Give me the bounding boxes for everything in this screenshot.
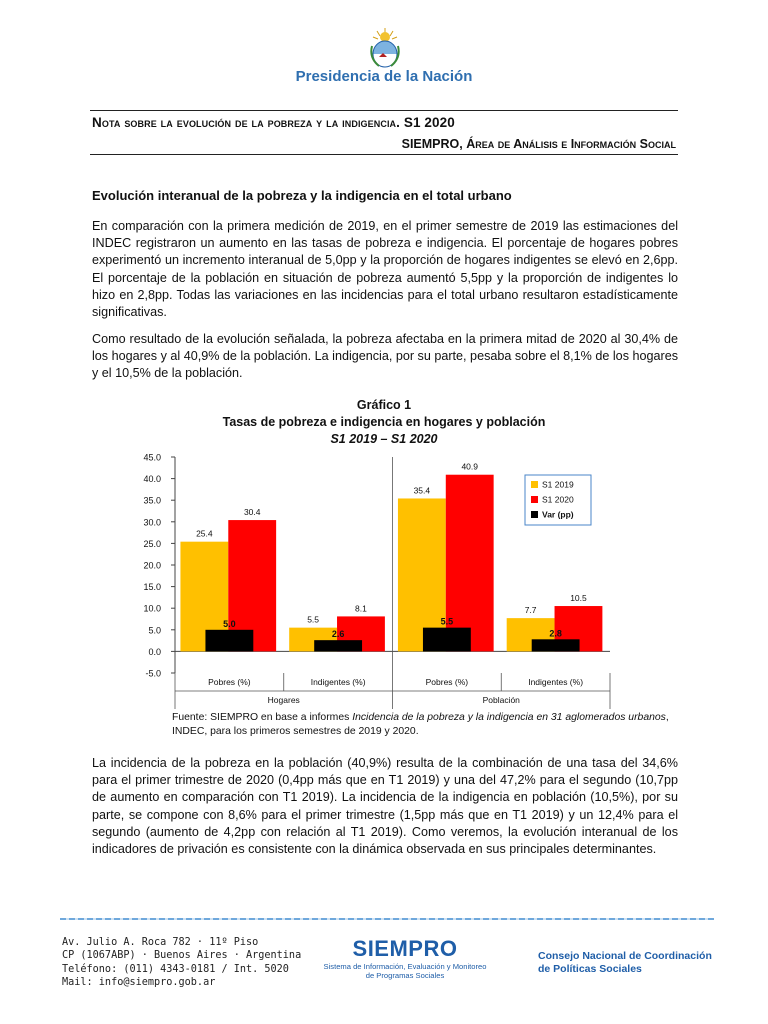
note-title: Nota sobre la evolución de la pobreza y la indigencia. S1 2020: [92, 115, 455, 130]
chart-period: S1 2019 – S1 2020: [330, 432, 438, 446]
y-tick-label: 15.0: [143, 582, 161, 593]
label-var-pp: 5.5: [440, 616, 454, 627]
y-tick-label: 0.0: [148, 646, 161, 657]
council-logo-text: [538, 950, 712, 976]
group-label: Hogares: [267, 695, 300, 705]
footer-divider: [60, 918, 714, 920]
chart-source: [172, 711, 682, 738]
group-label: Población: [482, 695, 520, 705]
source-suffix: , INDEC, para los primeros semestres de 2019 y 2020.: [172, 712, 669, 737]
source-report-title: Incidencia de la pobreza y la indigencia en 31 aglomerados urbanos: [352, 712, 666, 723]
council-line-1: Consejo Nacional de Coordinación: [538, 950, 712, 962]
bar-var-pp: [532, 639, 580, 651]
y-tick-label: 45.0: [143, 452, 161, 463]
label-s1-2020: 40.9: [461, 461, 478, 472]
label-s1-2019: 7.7: [524, 605, 537, 616]
label-var-pp: 2.6: [331, 629, 345, 640]
siempro-logo: [300, 936, 510, 980]
paragraph-2: Como resultado de la evolución señalada, la pobreza afectaba en la primera mitad de 2020 al 30,4% de los hogares y al 40,9% de la población. La indigencia, por su parte, pesaba sobre el 8,1% de los hogares y el 10,5% de la población.: [92, 332, 678, 381]
legend-swatch: [531, 496, 538, 503]
chart-label: Gráfico 1: [356, 398, 412, 412]
title-bottom-rule: [90, 154, 678, 155]
bar-var-pp: [205, 630, 253, 652]
legend-swatch: [531, 481, 538, 488]
y-tick-label: 5.0: [148, 625, 161, 636]
bar-chart: [130, 447, 614, 711]
label-s1-2020: 30.4: [243, 507, 261, 518]
y-tick-label: 35.0: [143, 495, 161, 506]
legend-swatch: [531, 511, 538, 518]
label-var-pp: 2.8: [549, 628, 562, 639]
y-tick-label: 30.0: [143, 517, 161, 528]
label-s1-2019: 35.4: [413, 485, 431, 496]
label-s1-2019: 5.5: [307, 614, 320, 625]
source-prefix: Fuente: SIEMPRO en base a informes: [172, 712, 353, 723]
siempro-wordmark: SIEMPRO: [352, 936, 458, 961]
y-tick-label: 40.0: [143, 474, 161, 485]
chart-title: Tasas de pobreza e indigencia en hogares y población: [222, 415, 546, 429]
y-tick-label: 20.0: [143, 560, 161, 571]
legend-label: S1 2019: [542, 479, 574, 490]
legend-label: S1 2020: [542, 494, 574, 505]
paragraph-1: En comparación con la primera medición de 2019, en el primer semestre de 2019 las estimaciones del INDEC registraron un aumento en las tasas de pobreza e indigencia. El porcentaje de hogares pobres experimentó un incremento interanual de 5,0pp y la proporción de hogares indigentes se elevó en 2,6pp. El porcentaje de la población en situación de pobreza aumentó 5,5pp y la proporción de indigentes lo hizo en 2,8pp. Todas las variaciones en las incidencias para el total urbano resultaron estadísticamente significativas.: [92, 219, 678, 320]
phone-line: Teléfono: (011) 4343-0181 / Int. 5020: [62, 963, 289, 975]
organization-name: Presidencia de la Nación: [295, 68, 473, 85]
y-tick-label: -5.0: [145, 668, 161, 679]
category-label: Indigentes (%): [310, 677, 366, 687]
bar-var-pp: [314, 640, 362, 651]
label-s1-2020: 8.1: [355, 603, 367, 614]
legend-label: Var (pp): [542, 509, 574, 520]
label-var-pp: 5.0: [223, 618, 236, 629]
note-subtitle: SIEMPRO, Área de Análisis e Información Social: [401, 137, 676, 151]
footer-address: [62, 936, 301, 990]
argentina-coat-of-arms-icon: [368, 26, 402, 70]
paragraph-3: La incidencia de la pobreza en la población (40,9%) resulta de la combinación de una tasa del 34,6% para el primer trimestre de 2020 (0,4pp más que en T1 2019) y una del 47,2% para el segundo (10,7pp de aumento en comparación con T1 2019). La incidencia de la indigencia en población (10,5%), por su parte, se compone con 8,6% para el primer trimestre (1,5pp más que en T1 2019) y un 12,4% para el segundo (aumento de 4,2pp con relación al T1 2019). Como veremos, la evolución interanual de los indicadores de privación es consistente con la dinámica observada en sus principales determinantes.: [92, 756, 678, 857]
category-label: Pobres (%): [425, 677, 469, 687]
label-s1-2019: 25.4: [196, 528, 213, 539]
address-line: CP (1067ABP) · Buenos Aires · Argentina: [62, 950, 302, 962]
y-tick-label: 10.0: [143, 603, 161, 614]
category-label: Pobres (%): [208, 677, 251, 687]
address-line: Av. Julio A. Roca 782 · 11º Piso: [62, 937, 259, 948]
label-s1-2020: 10.5: [570, 593, 587, 604]
bar-var-pp: [423, 628, 471, 652]
section-title: Evolución interanual de la pobreza y la indigencia en el total urbano: [92, 188, 512, 203]
siempro-description-2: de Programas Sociales: [365, 971, 445, 980]
category-label: Indigentes (%): [528, 677, 584, 687]
email-line: Mail: info@siempro.gob.ar: [62, 977, 216, 989]
y-tick-label: 25.0: [143, 538, 161, 549]
legend: [525, 475, 591, 525]
title-top-rule: [90, 110, 678, 111]
council-line-2: de Políticas Sociales: [538, 963, 642, 975]
siempro-description: Sistema de Información, Evaluación y Monitoreo: [323, 962, 487, 971]
